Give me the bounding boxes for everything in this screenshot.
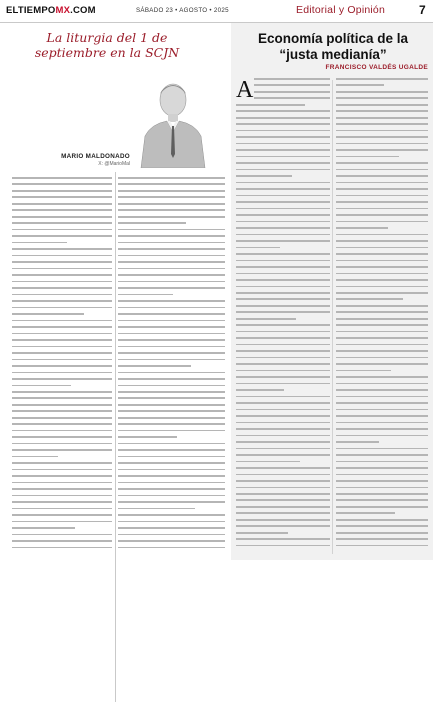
text-line [236,376,330,378]
text-line [336,474,428,476]
text-line [236,279,330,281]
text-line [12,268,112,270]
text-line [236,104,305,106]
text-line [236,467,330,469]
right-column-divider [332,80,333,554]
text-line [12,183,112,185]
text-line [336,305,428,307]
text-line [336,292,428,294]
text-line [118,261,225,263]
text-line [118,508,195,510]
right-article-column-1 [236,78,330,556]
right-article-title-line-1: Economía política de la [257,31,409,46]
text-line [118,417,225,419]
text-line [236,512,330,514]
text-line [336,448,428,450]
text-line [336,136,428,138]
text-line [118,482,225,484]
text-line [118,514,225,516]
text-line [236,428,330,430]
text-line [336,441,379,443]
text-line [118,235,225,237]
text-line [12,190,112,192]
text-line [12,462,112,464]
text-line [336,519,428,521]
right-article-title-line-2: “justa medianía” [279,46,387,62]
text-line [12,495,112,497]
text-line [12,508,112,510]
text-line [254,91,330,93]
text-line [118,183,225,185]
text-line [118,333,225,335]
text-line [12,222,112,224]
text-line [236,499,330,501]
text-line [12,294,112,296]
text-line [118,190,225,192]
text-line [118,255,225,257]
text-line [336,104,428,106]
text-line [12,320,112,322]
text-line [336,493,428,495]
text-line [118,430,225,432]
text-line [12,216,112,218]
text-line [118,488,225,490]
text-line [12,196,112,198]
text-line [236,286,330,288]
right-article-dropcap: A [236,77,254,103]
text-line [12,391,112,393]
text-line [336,402,428,404]
text-line [12,300,112,302]
text-line [12,397,112,399]
text-line [118,540,225,542]
text-line [12,527,75,529]
text-line [236,201,330,203]
text-line [236,448,330,450]
text-line [236,454,330,456]
text-line [118,443,225,445]
text-line [236,188,330,190]
text-line [12,209,112,211]
text-line [236,389,284,391]
newspaper-logo[interactable] [6,5,96,16]
text-line [12,333,112,335]
text-line [336,331,428,333]
text-line [12,540,112,542]
text-line [12,469,112,471]
text-line [236,441,330,443]
text-line [236,519,330,521]
logo-main: ELTIEMPO [6,5,56,16]
text-line [12,547,112,549]
text-line [118,501,225,503]
text-line [236,545,330,547]
text-line [336,461,428,463]
text-line [236,260,330,262]
text-line [236,208,330,210]
text-line [118,436,177,438]
text-line [336,396,428,398]
text-line [236,149,330,151]
text-line [118,359,225,361]
text-line [12,352,112,354]
text-line [336,260,428,262]
page-number: 7 [419,3,426,17]
text-line [336,201,428,203]
text-line [336,149,428,151]
text-line [236,266,330,268]
text-line [336,156,399,158]
text-line [336,266,428,268]
text-line [236,169,330,171]
text-line [236,234,330,236]
text-line [336,91,428,93]
text-line [236,130,330,132]
text-line [118,372,225,374]
text-line [12,475,112,477]
text-line [336,389,428,391]
text-line [236,156,330,158]
text-line [236,324,330,326]
text-line [336,286,428,288]
column-divider [115,172,116,702]
text-line [336,143,428,145]
text-line [12,372,112,374]
text-line [12,339,112,341]
text-line [12,261,112,263]
text-line [12,365,112,367]
text-line [12,417,112,419]
text-line [236,292,330,294]
text-line [336,253,428,255]
text-line [12,203,112,205]
text-line [336,311,428,313]
section-title: Editorial y Opinión [296,4,386,16]
text-line [336,234,428,236]
text-line [118,209,225,211]
text-line [236,162,330,164]
text-line [12,449,112,451]
text-line [254,84,330,86]
text-line [336,428,428,430]
text-line [118,449,225,451]
text-line [236,370,330,372]
text-line [236,221,330,223]
text-line [336,363,428,365]
text-line [236,331,330,333]
text-line [236,480,330,482]
text-line [236,182,330,184]
text-line [336,208,428,210]
text-line [118,495,225,497]
text-line [12,534,112,536]
text-line [118,229,225,231]
text-line [236,240,330,242]
text-line [118,300,225,302]
text-line [118,391,225,393]
text-line [118,307,225,309]
text-line [336,480,428,482]
text-line [336,214,428,216]
text-line [236,357,330,359]
text-line [236,383,330,385]
text-line [236,396,330,398]
text-line [236,409,330,411]
text-line [118,521,225,523]
text-line [12,482,112,484]
text-line [336,454,428,456]
text-line [236,318,296,320]
text-line [12,514,112,516]
text-line [336,467,428,469]
text-line [12,410,112,412]
right-article-column-2 [336,78,428,556]
text-line [12,346,112,348]
text-line [118,410,225,412]
text-line [336,344,428,346]
text-line [12,229,112,231]
text-line [236,435,330,437]
left-article-column-1 [12,177,112,555]
text-line [118,475,225,477]
text-line [336,123,428,125]
text-line [118,378,225,380]
text-line [118,462,225,464]
text-line [12,255,112,257]
text-line [336,350,428,352]
left-article-column-2 [118,177,225,555]
text-line [336,415,428,417]
text-line [336,318,428,320]
text-line [236,363,330,365]
text-line [118,352,225,354]
text-line [236,227,330,229]
text-line [336,97,428,99]
text-line [118,287,225,289]
text-line [336,337,428,339]
text-line [12,313,84,315]
text-line [118,313,225,315]
text-line [12,430,112,432]
logo-accent: MX [55,5,71,16]
issue-date: SÁBADO 23 • AGOSTO • 2025 [136,7,229,14]
text-line [254,78,330,80]
text-line [118,281,225,283]
text-line [12,359,112,361]
text-line [336,370,391,372]
text-line [336,298,403,300]
text-line [336,506,428,508]
text-line [236,532,288,534]
text-line [12,274,112,276]
text-line [336,195,428,197]
text-line [12,235,112,237]
text-line [118,385,225,387]
text-line [12,378,112,380]
text-line [118,339,225,341]
text-line [236,195,330,197]
text-line [236,123,330,125]
text-line [118,534,225,536]
text-line [12,423,112,425]
text-line [12,287,112,289]
text-line [236,487,330,489]
text-line [336,182,428,184]
text-line [336,324,428,326]
masthead [0,0,433,23]
text-line [336,84,384,86]
text-line [336,162,428,164]
text-line [236,143,330,145]
text-line [236,136,330,138]
text-line [12,242,67,244]
text-line [236,402,330,404]
text-line [336,273,428,275]
text-line [236,525,330,527]
text-line [12,307,112,309]
text-line [336,538,428,540]
text-line [336,130,428,132]
text-line [12,443,112,445]
text-line [12,488,112,490]
text-line [336,545,428,547]
text-line [118,365,191,367]
text-line [236,493,330,495]
text-line [118,222,186,224]
text-line [236,337,330,339]
text-line [236,305,330,307]
text-line [236,175,292,177]
text-line [236,253,330,255]
text-line [336,525,428,527]
text-line [236,214,330,216]
text-line [336,188,428,190]
text-line [336,78,428,80]
text-line [336,227,388,229]
text-line [336,247,428,249]
text-line [12,404,112,406]
text-line [336,279,428,281]
text-line [336,487,428,489]
text-line [12,521,112,523]
text-line [336,383,428,385]
text-line [118,456,225,458]
text-line [118,326,225,328]
text-line [12,281,112,283]
text-line [118,527,225,529]
text-line [236,415,330,417]
text-line [118,320,225,322]
right-article-author: FRANCISCO VALDÉS UGALDE [325,64,428,71]
text-line [12,385,71,387]
logo-suffix: .COM [70,5,96,16]
text-line [236,506,330,508]
text-line [254,97,330,99]
text-line [118,268,225,270]
text-line [118,196,225,198]
text-line [336,409,428,411]
text-line [236,311,330,313]
text-line [236,350,330,352]
text-line [236,110,330,112]
text-line [336,221,428,223]
text-line [236,538,330,540]
text-line [12,248,112,250]
text-line [236,247,280,249]
text-line [336,532,428,534]
text-line [236,422,330,424]
text-line [118,242,225,244]
text-line [336,240,428,242]
text-line [336,376,428,378]
text-line [118,216,225,218]
left-article-title[interactable]: La liturgia del 1 de septiembre en la SCJN [34,30,180,60]
text-line [118,274,225,276]
text-line [118,404,225,406]
text-line [336,175,428,177]
text-line [12,326,112,328]
text-line [336,169,428,171]
text-line [236,461,300,463]
left-article-author: MARIO MALDONADO [61,153,130,160]
text-line [236,273,330,275]
right-article-title[interactable] [238,31,428,62]
text-line [336,512,395,514]
text-line [118,469,225,471]
text-line [336,357,428,359]
text-line [118,248,225,250]
author-portrait [137,76,207,168]
text-line [336,117,428,119]
text-line [12,177,112,179]
text-line [12,501,112,503]
text-line [118,177,225,179]
text-line [118,203,225,205]
text-line [118,423,225,425]
left-article-handle[interactable]: X: @MarioMal [98,161,130,167]
text-line [236,344,330,346]
text-line [118,547,225,549]
text-line [236,474,330,476]
text-line [236,298,330,300]
text-line [118,294,173,296]
text-line [118,346,225,348]
text-line [12,436,112,438]
text-line [12,456,58,458]
text-line [336,435,428,437]
text-line [336,499,428,501]
text-line [336,110,428,112]
text-line [236,117,330,119]
text-line [118,397,225,399]
text-line [336,422,428,424]
